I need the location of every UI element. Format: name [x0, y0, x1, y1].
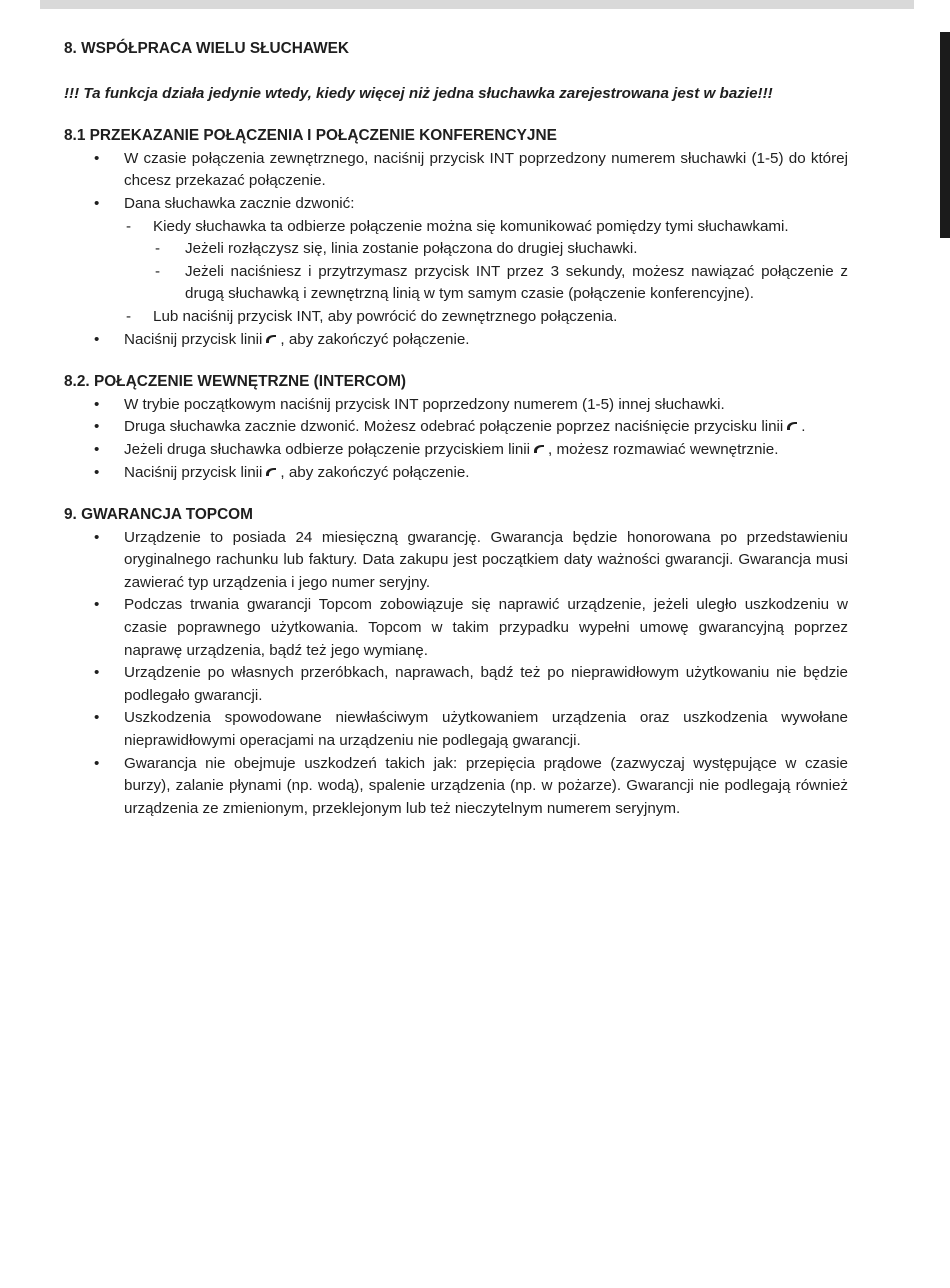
- sub-list-item: [124, 306, 848, 329]
- list-item-text: Dana słuchawka zacznie dzwonić:: [124, 194, 355, 212]
- section-9: [64, 504, 848, 820]
- list-item-text-end: , możesz rozmawiać wewnętrznie.: [548, 440, 779, 458]
- phone-handset-icon: [533, 444, 545, 455]
- list-item: [64, 416, 848, 439]
- list-item-text: Podczas trwania gwarancji Topcom zobowiązuje się naprawić urządzenie, jeżeli uległo uszkodzeniu w czasie poprawnego użytkowania. Topcom w takim przypadku wypełni umowę gwarancyjną poprzez naprawę urządzenia, bądź też jego wymianę.: [124, 596, 848, 659]
- list-item-text: Naciśnij przycisk linii: [124, 463, 263, 481]
- section-8-1: [64, 125, 848, 351]
- sub-list: [124, 216, 848, 329]
- list-item: [64, 193, 848, 329]
- section-8-warning: !!! Ta funkcja działa jedynie wtedy, kiedy więcej niż jedna słuchawka zarejestrowana jest w bazie!!!: [64, 84, 773, 102]
- list-item-text: Jeżeli druga słuchawka odbierze połączenie przyciskiem linii: [124, 440, 531, 458]
- phone-handset-icon: [265, 467, 277, 478]
- list-item-text-end: .: [801, 418, 806, 436]
- section-8-1-list: [64, 148, 848, 351]
- section-9-list: [64, 527, 848, 821]
- chapter-edge-tab: [940, 32, 950, 238]
- list-item: [64, 394, 848, 417]
- list-item: [64, 753, 848, 821]
- list-item-text: Gwarancja nie obejmuje uszkodzeń takich jak: przepięcia prądowe (zazwyczaj występujące w czasie burzy), zalanie płynami (np. wodą), spalenie urządzenia (np. w pożarze). Gwarancji nie podlegają również urządzenia ze zmienionym, przeklejonym lub też nieczytelnym numerem seryjnym.: [124, 754, 848, 817]
- section-8-heading: 8. WSPÓŁPRACA WIELU SŁUCHAWEK: [64, 40, 350, 57]
- list-item-text: Druga słuchawka zacznie dzwonić. Możesz odebrać połączenie poprzez naciśnięcie przycisku linii: [124, 418, 784, 436]
- list-item-text: Naciśnij przycisk linii: [124, 330, 263, 348]
- list-item: [64, 439, 848, 462]
- list-item: [64, 329, 848, 352]
- nested-list-item: [153, 261, 848, 306]
- list-item-text-end: , aby zakończyć połączenie.: [280, 330, 470, 348]
- sub-list-item-text: Kiedy słuchawka ta odbierze połączenie można się komunikować pomiędzy tymi słuchawkami.: [153, 217, 789, 235]
- phone-handset-icon: [265, 334, 277, 345]
- list-item: [64, 707, 848, 752]
- section-9-heading: 9. GWARANCJA TOPCOM: [64, 506, 253, 524]
- list-item: [64, 462, 848, 485]
- sub-list-item-text: Lub naciśnij przycisk INT, aby powrócić do zewnętrznego połączenia.: [153, 307, 618, 325]
- section-8-1-heading: 8.1 PRZEKAZANIE POŁĄCZENIA I POŁĄCZENIE KONFERENCYJNE: [64, 127, 557, 145]
- sub-list-item: [124, 216, 848, 306]
- section-8: [64, 38, 848, 105]
- section-8-2: [64, 371, 848, 484]
- list-item-text: W trybie początkowym naciśnij przycisk INT poprzedzony numerem (1-5) innej słuchawki.: [124, 395, 725, 413]
- list-item-text: Uszkodzenia spowodowane niewłaściwym użytkowaniem urządzenia oraz uszkodzenia wywołane nieprawidłowymi operacjami na urządzeniu nie podlegają gwarancji.: [124, 709, 848, 750]
- list-item-text: W czasie połączenia zewnętrznego, naciśnij przycisk INT poprzedzony numerem słuchawki (1-5) do której chcesz przekazać połączenie.: [124, 149, 848, 190]
- list-item: [64, 148, 848, 193]
- list-item: [64, 662, 848, 707]
- list-item-text: Urządzenie po własnych przeróbkach, naprawach, bądź też po nieprawidłowym użytkowaniu nie będzie podlegało gwarancji.: [124, 664, 848, 704]
- list-item-text-end: , aby zakończyć połączenie.: [280, 463, 470, 481]
- manual-page: [64, 38, 848, 820]
- list-item-text: Urządzenie to posiada 24 miesięczną gwarancję. Gwarancja będzie honorowana po przedstawieniu oryginalnego rachunku lub faktury. Data zakupu jest początkiem daty ważności gwarancji. Gwarancja musi zawierać typ urządzenia i jego numer seryjny.: [124, 528, 848, 591]
- nested-list-item: [153, 238, 848, 261]
- nested-sub-list: [153, 238, 848, 306]
- phone-handset-icon: [786, 421, 798, 432]
- list-item: [64, 527, 848, 595]
- nested-list-item-text: Jeżeli rozłączysz się, linia zostanie połączona do drugiej słuchawki.: [185, 240, 638, 258]
- section-8-2-heading: 8.2. POŁĄCZENIE WEWNĘTRZNE (INTERCOM): [64, 373, 407, 391]
- section-8-2-list: [64, 394, 848, 484]
- list-item: [64, 594, 848, 662]
- nested-list-item-text: Jeżeli naciśniesz i przytrzymasz przycisk INT przez 3 sekundy, możesz nawiązać połączenie z drugą słuchawką i zewnętrzną linią w tym samym czasie (połączenie konferencyjne).: [185, 262, 848, 303]
- page-top-band: [40, 0, 914, 9]
